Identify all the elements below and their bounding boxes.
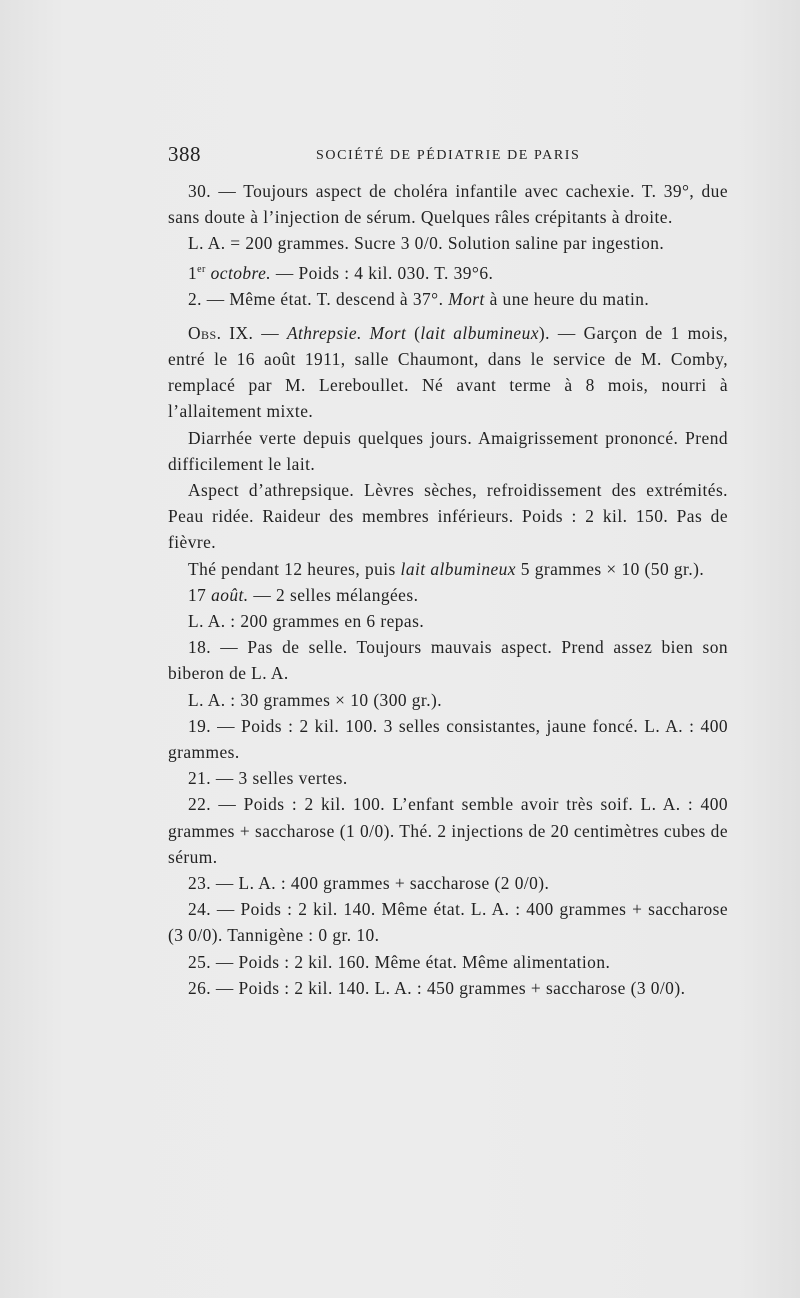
paragraph: Diarrhée verte depuis quelques jours. Amaigrissement prononcé. Prend difficilement le lait. — [168, 427, 728, 474]
paragraph: 25. — Poids : 2 kil. 160. Même état. Même alimentation. — [188, 951, 611, 972]
paragraph: 26. — Poids : 2 kil. 140. L. A. : 450 grammes + saccharose (3 0/0). — [188, 977, 686, 998]
paragraph: 19. — Poids : 2 kil. 100. 3 selles consistantes, jaune foncé. L. A. : 400 grammes. — [168, 715, 728, 763]
observation-heading-paragraph: Obs. IX. — Athrepsie. Mort (lait albumineux). — Garçon de 1 mois, entré le 16 août 1911, salle Chaumont, dans le service de M. Comby, remplacé par M. Lereboullet. Né avant terme à 8 mois, nourri à l’allaitement mixte. — [168, 322, 728, 422]
paragraph: L. A. : 200 grammes en 6 repas. — [188, 611, 425, 632]
running-title: SOCIÉTÉ DE PÉDIATRIE DE PARIS — [316, 148, 581, 163]
paragraph: 17 août. — 2 selles mélangées. — [188, 584, 419, 605]
paragraph: 22. — Poids : 2 kil. 100. L’enfant semble avoir très soif. L. A. : 400 grammes + saccharose (1 0/0). Thé. 2 injections de 20 centimètres cubes de sérum. — [168, 794, 728, 867]
page-number: 388 — [168, 142, 201, 166]
body-text — [168, 178, 728, 1001]
paragraph: 18. — Pas de selle. Toujours mauvais aspect. Prend assez bien son biberon de L. A. — [168, 637, 728, 684]
page-header — [168, 140, 728, 170]
paragraph: 30. — Toujours aspect de choléra infantile avec cachexie. T. 39°, due sans doute à l’injection de sérum. Quelques râles crépitants à droite. — [168, 181, 728, 228]
paragraph: Aspect d’athrepsique. Lèvres sèches, refroidissement des extrémités. Peau ridée. Raideur des membres inférieurs. Poids : 2 kil. 150. Pas de fièvre. — [168, 480, 728, 553]
paragraph: 24. — Poids : 2 kil. 140. Même état. L. A. : 400 grammes + saccharose (3 0/0). Tannigène : 0 gr. 10. — [168, 899, 728, 946]
paragraph: 23. — L. A. : 400 grammes + saccharose (2 0/0). — [188, 873, 550, 894]
paragraph: L. A. = 200 grammes. Sucre 3 0/0. Solution saline par ingestion. — [188, 233, 665, 254]
paragraph: 21. — 3 selles vertes. — [188, 768, 348, 789]
paragraph: L. A. : 30 grammes × 10 (300 gr.). — [188, 689, 443, 710]
paragraph: 2. — Même état. T. descend à 37°. Mort à une heure du matin. — [188, 288, 650, 309]
paragraph: Thé pendant 12 heures, puis lait albumineux 5 grammes × 10 (50 gr.). — [188, 558, 705, 579]
paragraph: 1er octobre. — Poids : 4 kil. 030. T. 39°6. — [188, 262, 494, 283]
